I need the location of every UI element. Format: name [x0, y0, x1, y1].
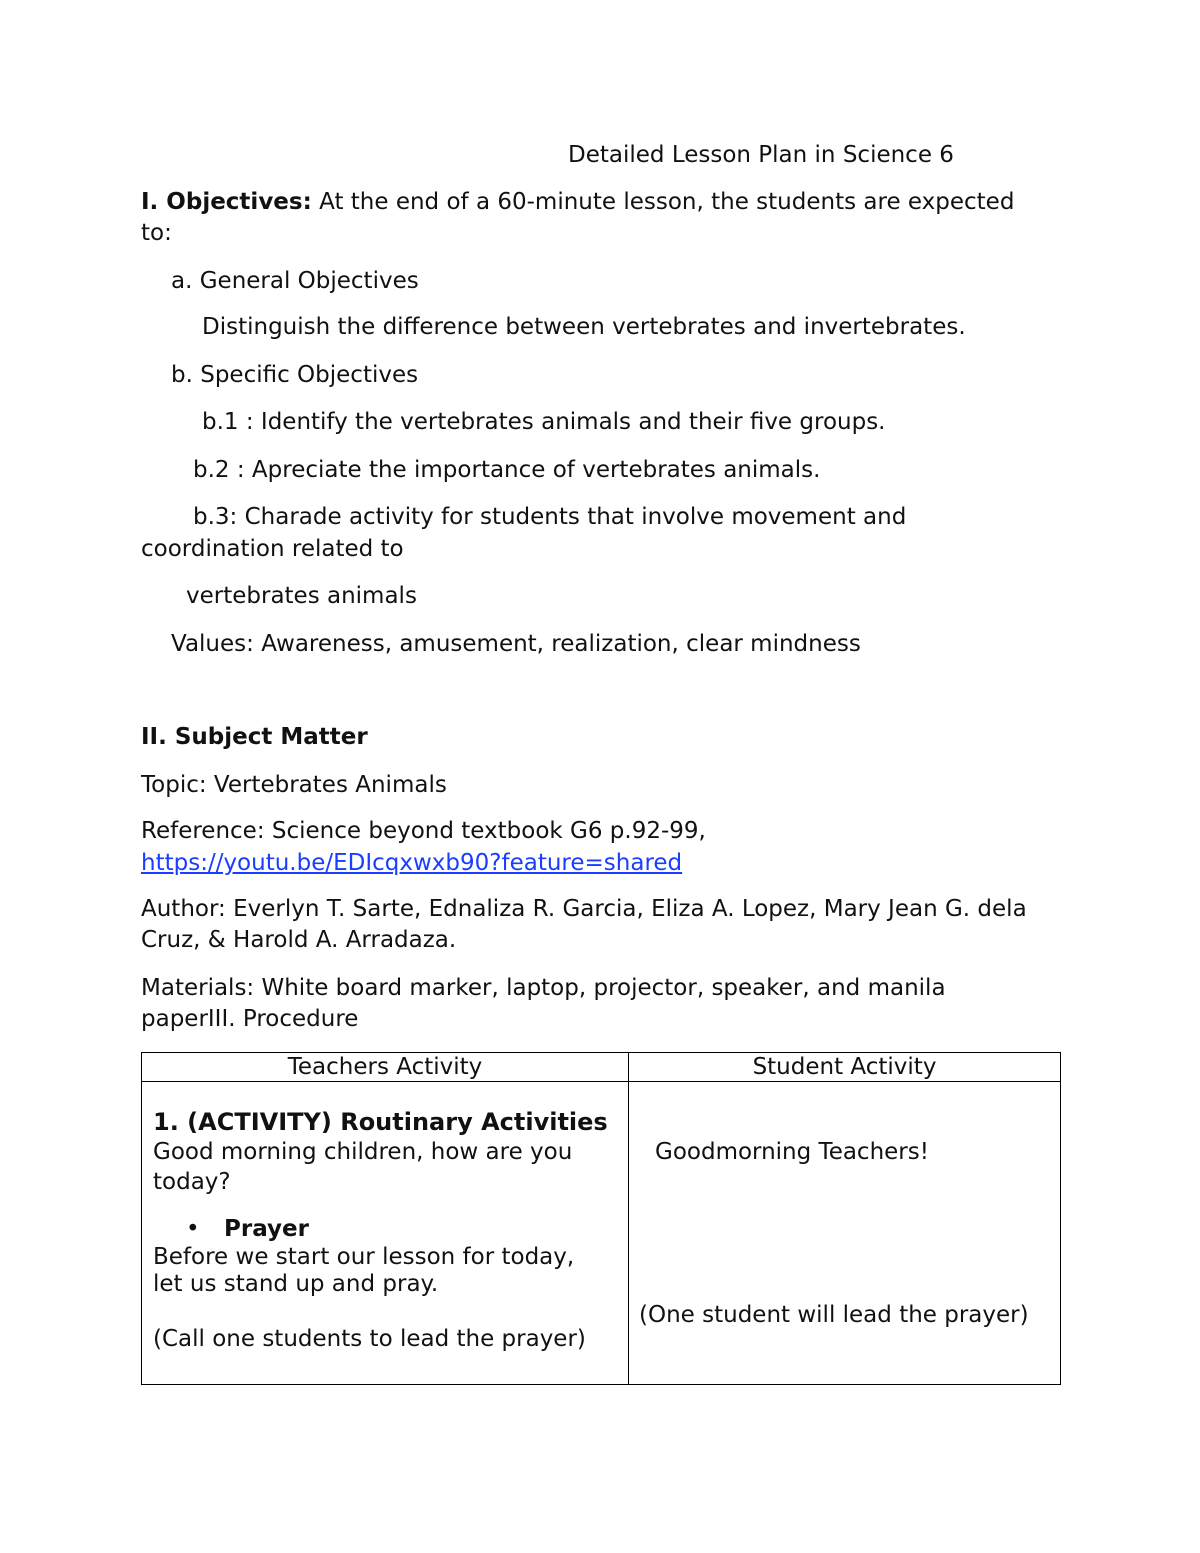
- specific-objective-b3: b.3: Charade activity for students that involve movement and: [193, 504, 907, 530]
- specific-objective-b2: b.2 : Apreciate the importance of vertebrates animals.: [193, 457, 821, 483]
- objectives-intro-continued: to:: [141, 220, 172, 246]
- specific-objective-b3-continued-2: vertebrates animals: [186, 583, 417, 609]
- objectives-heading: I. Objectives:: [141, 189, 312, 215]
- teacher-activity-cell: [142, 1082, 629, 1385]
- prayer-note: (Call one students to lead the prayer): [153, 1326, 586, 1352]
- prayer-label: Prayer: [224, 1216, 309, 1242]
- author-line: Author: Everlyn T. Sarte, Ednaliza R. Garcia, Eliza A. Lopez, Mary Jean G. dela Cruz, & Harold A. Arradaza.: [141, 896, 1027, 953]
- procedure-table-header: [142, 1053, 1061, 1082]
- general-objectives-label: a. General Objectives: [171, 268, 419, 294]
- reference-link[interactable]: https://youtu.be/EDIcqxwxb90?feature=shared: [141, 850, 683, 876]
- general-objectives-text: Distinguish the difference between vertebrates and invertebrates.: [202, 314, 966, 340]
- greeting-line-2: today?: [153, 1169, 231, 1195]
- topic-line: Topic: Vertebrates Animals: [141, 772, 447, 798]
- subject-matter-heading: II. Subject Matter: [141, 724, 368, 750]
- bullet-icon: •: [186, 1216, 200, 1242]
- materials-line: Materials: White board marker, laptop, projector, speaker, and manila paperIII. Procedure: [141, 975, 946, 1032]
- activity-heading: 1. (ACTIVITY) Routinary Activities: [153, 1108, 608, 1136]
- objectives-intro-text: At the end of a 60-minute lesson, the students are expected: [311, 189, 1015, 215]
- prayer-reply: (One student will lead the prayer): [639, 1302, 1029, 1328]
- greeting-reply: Goodmorning Teachers!: [655, 1139, 929, 1165]
- student-activity-cell: [629, 1082, 1061, 1385]
- greeting-line-1: Good morning children, how are you: [153, 1139, 573, 1165]
- objectives-intro: [141, 187, 1014, 218]
- prayer-line-2: let us stand up and pray.: [153, 1271, 439, 1297]
- specific-objectives-label: b. Specific Objectives: [171, 362, 419, 388]
- procedure-table: [141, 1052, 1061, 1385]
- values-line: Values: Awareness, amusement, realization, clear mindness: [171, 631, 861, 657]
- student-activity-header: Student Activity: [629, 1053, 1061, 1082]
- prayer-line-1: Before we start our lesson for today,: [153, 1244, 575, 1270]
- reference-line: Reference: Science beyond textbook G6 p.92-99,: [141, 818, 706, 844]
- teachers-activity-header: Teachers Activity: [142, 1053, 629, 1082]
- specific-objective-b3-continued: coordination related to: [141, 536, 404, 562]
- table-row: [142, 1082, 1061, 1385]
- document-title: Detailed Lesson Plan in Science 6: [568, 142, 954, 168]
- specific-objective-b1: b.1 : Identify the vertebrates animals and their five groups.: [202, 409, 886, 435]
